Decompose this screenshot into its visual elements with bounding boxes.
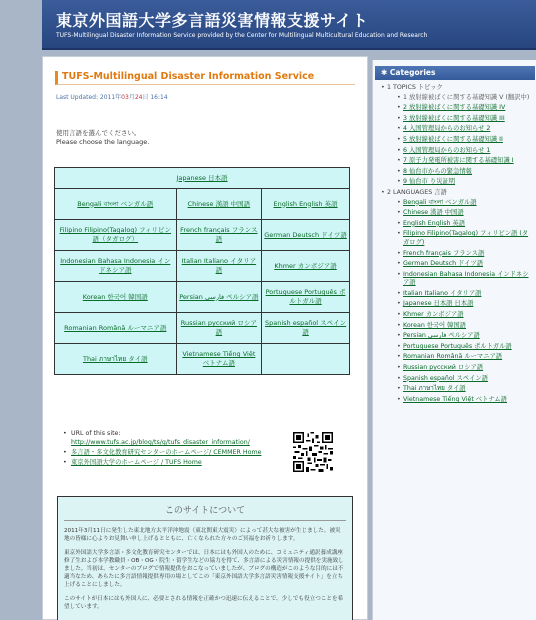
lang-link-vietnamese[interactable]: Vietnamese Tiếng Việt ベトナム語 [182, 350, 256, 367]
lang-cell [262, 282, 350, 313]
lang-cell [55, 189, 177, 220]
lang-cell [262, 251, 350, 282]
about-box [57, 496, 353, 620]
sidebar-item-language[interactable]: • German Deutsch ドイツ語 [381, 260, 533, 269]
lang-cell [55, 168, 350, 189]
sidebar-item-topic[interactable]: • 8 仙台市からの緊急情報 [381, 168, 533, 177]
site-links [63, 429, 283, 468]
lang-cell [55, 282, 177, 313]
sidebar-item-language[interactable]: • Chinese 漢語 中国語 [381, 209, 533, 218]
post-title: TUFS-Multilingual Disaster Information Service [55, 71, 355, 85]
sidebar-item-topic[interactable]: • 7 原子力発電所被害に関する基礎知識 I [381, 157, 533, 166]
asterisk-icon: ✱ [381, 68, 390, 77]
lang-cell [176, 313, 262, 344]
lang-cell [176, 251, 262, 282]
lang-link-italian[interactable]: Italian Italiano イタリア語 [181, 257, 257, 274]
sidebar [372, 60, 536, 620]
lang-cell [55, 251, 177, 282]
lang-link-spanish[interactable]: Spanish español スペイン語 [264, 319, 347, 336]
lang-link-portuguese[interactable]: Portuguese Português ポルトガル語 [265, 288, 346, 305]
site-title[interactable]: 東京外国語大学多言語災害情報支援サイト [56, 11, 369, 30]
about-paragraph: このサイトが日本にはも外国人に、必要とされる情報を正確かつ迅速に伝えることで、少しでも役立つことを希望しています。 [64, 596, 344, 610]
lang-link-romanian[interactable]: Romanian Română ルーマニア語 [64, 323, 167, 332]
sidebar-item-topic[interactable]: • 1 放射線被ばくに関する基礎知識 V (翻訳中) [381, 94, 533, 103]
lang-link-thai[interactable]: Thai ภาษาไทย タイ語 [82, 354, 148, 363]
list-item [63, 448, 283, 457]
site-header [42, 0, 536, 50]
sidebar-item-language[interactable]: • Romanian Română ルーマニア語 [381, 353, 533, 362]
main-content [42, 56, 368, 620]
lang-cell [262, 220, 350, 251]
lang-cell [176, 282, 262, 313]
sidebar-item-language[interactable]: • Korean 한국어 韓国語 [381, 322, 533, 331]
sidebar-item-language[interactable]: • Indonesian Bahasa Indonesia インドネシア語 [381, 271, 533, 288]
lang-link-japanese[interactable]: Japanese 日本語 [176, 173, 228, 182]
lang-cell [55, 344, 177, 375]
category-group-topics[interactable]: • 1 TOPICS トピック [381, 84, 533, 93]
list-item: • URL of this site: http://www.tufs.ac.jp/blog/ts/g/tufs_disaster_information/ [63, 429, 283, 447]
tufs-home-link[interactable]: 東京外国語大学のホームページ / TUFS Home [71, 459, 202, 466]
lang-link-french[interactable]: French français フランス語 [180, 226, 258, 243]
cemmer-home-link[interactable]: 多言語・多文化教育研究センターのホームページ/ CEMMER Home [71, 449, 262, 456]
language-table [54, 167, 350, 375]
list-item [63, 458, 283, 467]
lang-cell [262, 313, 350, 344]
lang-cell [55, 220, 177, 251]
lang-cell [176, 220, 262, 251]
sidebar-item-language[interactable]: • Persian فارسی ペルシア語 [381, 332, 533, 341]
lang-cell [262, 189, 350, 220]
lang-link-persian[interactable]: Persian فارسی ペルシア語 [179, 292, 259, 301]
sidebar-item-topic[interactable]: • 6 入国管理局からのお知らせ 1 [381, 147, 533, 156]
site-url-link[interactable]: http://www.tufs.ac.jp/blog/ts/g/tufs_disaster_information/ [71, 439, 250, 446]
site-subtitle: TUFS-Multilingual Disaster Information Service provided by the Center for Multilingual Multicultural Education and Research [56, 32, 428, 39]
lang-cell [176, 344, 262, 375]
sidebar-item-language[interactable]: • Italian Italiano イタリア語 [381, 290, 533, 299]
lang-link-german[interactable]: German Deutsch ドイツ語 [264, 230, 347, 239]
lang-cell [55, 313, 177, 344]
lang-link-khmer[interactable]: Khmer カンボジア語 [274, 261, 337, 270]
sidebar-item-language[interactable]: • Russian русский ロシア語 [381, 364, 533, 373]
lang-link-filipino[interactable]: Filipino Filipino(Tagalog) フィリピン語（タガログ） [59, 226, 172, 243]
lang-link-bengali[interactable]: Bengali বাংলা ベンガル語 [77, 199, 154, 208]
sidebar-item-language[interactable]: • Vietnamese Tiếng Việt ベトナム語 [381, 396, 533, 405]
category-group-languages[interactable]: • 2 LANGUAGES 言語 [381, 189, 533, 198]
sidebar-item-language[interactable]: • Spanish español スペイン語 [381, 375, 533, 384]
lang-link-chinese[interactable]: Chinese 漢語 中国語 [187, 199, 251, 208]
category-list [381, 84, 533, 406]
about-paragraph: 東京外国語大学多言語・多文化教育研究センターでは、日本にはも外国人のために、コミュニティ通訳養成講座修了生および本学教職員・OB・OG・院生・留学生などの協力を得て、多言語による災害情報の提供を実施致しました。当初は、センターのブログで情報提供をおこなっていましたが、ブログの構造がこのような目的には不適当なため、あらたに多言語情報提供専用の場としてこの「東京外国語大学多言語災害情報支援サイト」を立ち上げることにしました。 [64, 550, 344, 588]
lang-cell [176, 189, 262, 220]
lang-link-english[interactable]: English English 英語 [273, 199, 338, 208]
sidebar-item-language[interactable]: • Filipino Filipino(Tagalog) フィリピン語 (タガログ) [381, 230, 533, 247]
lang-link-russian[interactable]: Russian русский ロシア語 [180, 319, 257, 336]
sidebar-item-topic[interactable]: • 3 放射線被ばくに関する基礎知識 III [381, 115, 533, 124]
sidebar-item-language[interactable]: • Thai ภาษาไทย タイ語 [381, 385, 533, 394]
sidebar-item-language[interactable]: • Khmer カンボジア語 [381, 311, 533, 320]
sidebar-item-topic[interactable]: • 4 入国管理局からのお知らせ 2 [381, 125, 533, 134]
about-title: このサイトについて [64, 503, 346, 521]
sidebar-item-topic[interactable]: • 2 放射線被ばくに関する基礎知識 IV [381, 104, 533, 113]
sidebar-item-language[interactable]: • French français フランス語 [381, 250, 533, 259]
sidebar-item-language[interactable]: • Japanese 日本語 日本語 [381, 300, 533, 309]
categories-header: ✱ Categories [375, 66, 535, 80]
sidebar-item-language[interactable]: • Bengali বাংলা ベンガル語 [381, 199, 533, 208]
about-paragraph: 2011年3月11日に発生した東北地方太平洋沖地震（東北関東大震災）によって甚大な被害が生じました。被災地の皆様に心よりお見舞い申し上げるとともに、亡くなられた方々のご冥福をお祈りします。 [64, 528, 341, 542]
lang-link-korean[interactable]: Korean 한국어 韓国語 [82, 292, 148, 301]
last-updated: Last Updated: 2011年03月24日 16:14 [56, 94, 168, 101]
sidebar-item-language[interactable]: • Portuguese Português ポルトガル語 [381, 343, 533, 352]
choose-language-text: 使用言語を選んでください。 Please choose the language. [56, 129, 150, 146]
lang-cell-empty [262, 344, 350, 375]
qr-code-image [293, 432, 333, 472]
sidebar-item-topic[interactable]: • 5 放射線被ばくに関する基礎知識 II [381, 136, 533, 145]
sidebar-item-language[interactable]: • English English 英語 [381, 220, 533, 229]
lang-link-indonesian[interactable]: Indonesian Bahasa Indonesia インドネシア語 [60, 257, 171, 274]
sidebar-item-topic[interactable]: • 9 仙台市 り災証明 [381, 178, 533, 187]
